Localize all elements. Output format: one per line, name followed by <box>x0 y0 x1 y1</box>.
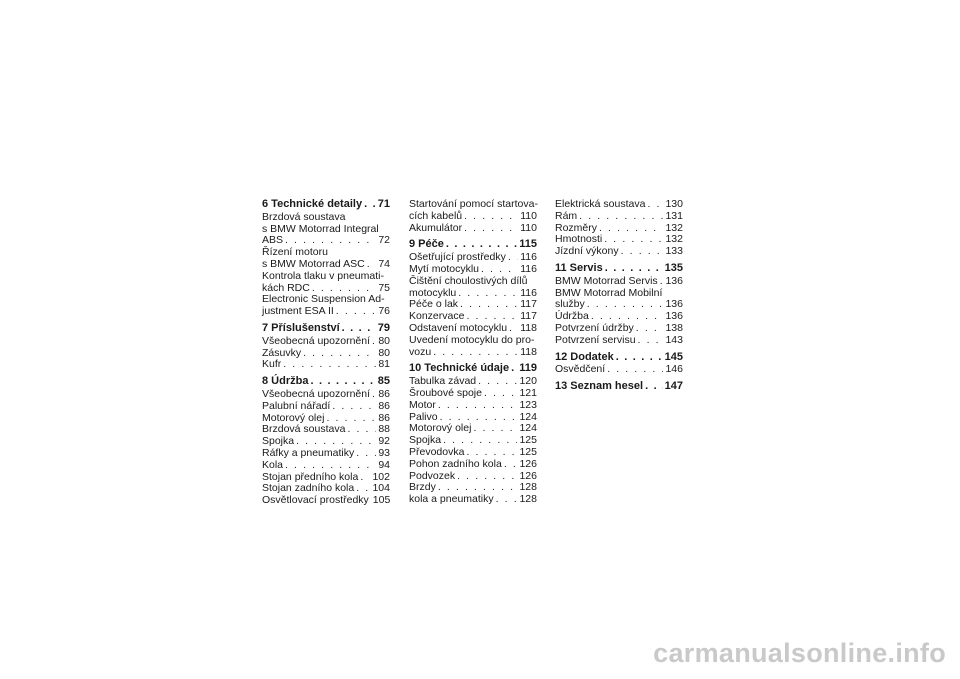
watermark: carmanualsonline.info <box>653 638 946 668</box>
toc-entry-title: Osvědčení <box>555 363 606 376</box>
toc-page-number: 124 <box>519 422 537 435</box>
toc-page-number: 146 <box>665 363 683 376</box>
toc-dot-leader <box>508 252 518 264</box>
toc-dot-leader <box>347 424 376 436</box>
toc-entry[interactable] <box>555 276 683 288</box>
toc-dot-leader <box>336 306 377 318</box>
toc-section-heading[interactable] <box>555 352 683 364</box>
toc-page-number: 86 <box>378 411 390 424</box>
toc-entry-title: BMW Motorrad Servis <box>555 274 658 287</box>
toc-entry[interactable] <box>409 400 537 412</box>
toc-entry-title: 8 Údržba <box>262 375 309 388</box>
toc-dot-leader <box>579 211 663 223</box>
toc-dot-leader <box>605 263 663 275</box>
toc-entry-title: Elektrická soustava <box>555 198 646 210</box>
toc-page-number: 94 <box>378 458 390 471</box>
toc-entry[interactable] <box>409 459 537 471</box>
toc-page-number: 147 <box>664 380 683 393</box>
toc-entry[interactable] <box>409 223 537 235</box>
toc-entry-title: Palivo <box>409 410 438 423</box>
toc-entry-row <box>262 376 390 388</box>
toc-page-number: 119 <box>519 362 537 375</box>
toc-dot-leader <box>332 401 376 413</box>
toc-column-2 <box>409 199 537 506</box>
toc-entry-row <box>409 494 537 506</box>
toc-page-number: 115 <box>519 238 537 251</box>
toc-entry-row <box>555 352 683 364</box>
toc-entry-line: Uvedení motocyklu do pro- <box>409 333 535 346</box>
toc-page-number: 79 <box>377 321 390 334</box>
toc-entry[interactable] <box>409 276 537 300</box>
toc-entry-title: vozu <box>409 345 432 358</box>
toc-entry[interactable] <box>409 335 537 359</box>
toc-page-number: 125 <box>519 434 537 447</box>
toc-entry-title: Potvrzení údržby <box>555 321 634 334</box>
toc-page-number: 126 <box>519 469 537 482</box>
toc-dot-leader <box>504 459 518 471</box>
toc-dot-leader <box>587 299 664 311</box>
toc-entry-title: 6 Technické detaily <box>262 198 363 210</box>
toc-entry-title: Všeobecná upozornění <box>262 387 370 400</box>
toc-entry[interactable] <box>409 447 537 459</box>
toc-page-number: 132 <box>665 221 683 234</box>
toc-page-number: 133 <box>665 245 683 258</box>
toc-page-number: 143 <box>665 333 683 346</box>
toc-entry[interactable] <box>262 348 390 360</box>
toc-entry-row <box>555 246 683 258</box>
toc-page-number: 121 <box>519 386 537 399</box>
toc-entry-row <box>262 359 390 371</box>
toc-page-number: 75 <box>378 281 390 294</box>
toc-entry-title: Motorový olej <box>262 411 325 424</box>
toc-entry-title: 9 Péče <box>409 238 444 251</box>
toc-entry-row <box>409 400 537 412</box>
toc-entry-title: 12 Dodatek <box>555 350 614 363</box>
toc-dot-leader <box>478 376 517 388</box>
toc-entry-title: kola a pneumatiky <box>409 493 494 506</box>
toc-entry-title: ABS <box>262 234 284 247</box>
toc-dot-leader <box>433 347 518 359</box>
toc-entry-title: Brzdy <box>409 481 436 494</box>
toc-entry-title: Údržba <box>555 310 589 323</box>
toc-entry[interactable] <box>262 336 390 348</box>
toc-entry-title: Ošetřující prostředky <box>409 251 506 264</box>
toc-entry[interactable] <box>555 364 683 376</box>
toc-dot-leader <box>367 259 377 271</box>
toc-entry-title: Akumulátor <box>409 221 463 234</box>
toc-page-number: 130 <box>665 198 683 210</box>
toc-page-number: 125 <box>519 445 537 458</box>
toc-page-number: 81 <box>378 358 390 371</box>
toc-page-number: 105 <box>372 494 391 507</box>
toc-dot-leader <box>285 460 376 472</box>
toc-entry-title: Spojka <box>262 435 295 448</box>
toc-entry-title: Rám <box>555 209 578 222</box>
toc-entry-row <box>409 347 537 359</box>
toc-dot-leader <box>446 239 517 251</box>
toc-entry[interactable] <box>262 271 390 295</box>
toc-entry-line: Kontrola tlaku v pneumati- <box>262 269 384 282</box>
toc-entry-row <box>262 323 390 335</box>
toc-page-number: 117 <box>520 310 537 323</box>
toc-dot-leader <box>438 400 518 412</box>
toc-dot-leader <box>484 388 518 400</box>
toc-entry[interactable] <box>409 388 537 400</box>
toc-entry-title: Kufr <box>262 358 282 371</box>
toc-dot-leader <box>645 381 663 393</box>
toc-page-number: 116 <box>520 251 537 264</box>
toc-page-number: 80 <box>378 346 390 359</box>
toc-entry-title: Stojan předního kola <box>262 470 359 483</box>
toc-page-number: 74 <box>378 257 390 270</box>
toc-entry-line: s BMW Motorrad Integral <box>262 222 379 235</box>
toc-dot-leader <box>457 471 517 483</box>
toc-entry-row <box>262 389 390 401</box>
toc-dot-leader <box>599 223 663 235</box>
toc-entry-title: Hmotnosti <box>555 233 603 246</box>
toc-entry-row <box>409 388 537 400</box>
toc-entry-row <box>262 259 390 271</box>
toc-section-heading[interactable] <box>262 376 390 388</box>
toc-entry-title: Osvětlovací prostředky <box>262 494 369 507</box>
toc-dot-leader <box>647 199 663 211</box>
toc-entry[interactable] <box>409 199 537 223</box>
toc-entry[interactable] <box>262 247 390 271</box>
toc-page-number: 116 <box>520 262 537 275</box>
toc-entry-title: Motorový olej <box>409 422 472 435</box>
toc-entry[interactable] <box>409 494 537 506</box>
toc-entry-title: Spojka <box>409 434 442 447</box>
toc-column-1 <box>262 199 390 507</box>
toc-dot-leader <box>509 323 518 335</box>
toc-entry-title: s BMW Motorrad ASC <box>262 257 365 270</box>
toc-entry-row <box>555 276 683 288</box>
toc-section-heading[interactable] <box>555 263 683 275</box>
toc-page-number: 118 <box>520 345 537 358</box>
toc-dot-leader <box>464 223 518 235</box>
toc-entry-row <box>262 199 390 211</box>
toc-entry-row <box>262 495 390 507</box>
toc-entry-row <box>409 264 537 276</box>
toc-entry[interactable] <box>262 448 390 460</box>
toc-page-number: 145 <box>664 350 683 363</box>
toc-section-heading[interactable] <box>262 323 390 335</box>
toc-dot-leader <box>303 348 376 360</box>
toc-page-number: 118 <box>520 321 537 334</box>
toc-page-number: 76 <box>378 305 390 318</box>
toc-entry-row <box>409 459 537 471</box>
toc-dot-leader <box>283 359 376 371</box>
toc-page-number: 120 <box>519 375 537 388</box>
toc-entry-row <box>409 323 537 335</box>
toc-entry-row <box>555 263 683 275</box>
toc-page-number: 102 <box>372 470 390 483</box>
toc-entry-line: Electronic Suspension Ad- <box>262 293 385 306</box>
toc-entry-row <box>409 447 537 459</box>
toc-dot-leader <box>621 246 664 258</box>
toc-entry[interactable] <box>555 323 683 335</box>
toc-entry-line: Startování pomocí startova- <box>409 198 538 210</box>
toc-entry-row <box>409 363 537 375</box>
toc-entry[interactable] <box>262 460 390 472</box>
toc-entry-title: Jízdní výkony <box>555 245 619 258</box>
toc-entry-title: 13 Seznam hesel <box>555 380 644 393</box>
toc-entry-title: 7 Příslušenství <box>262 321 340 334</box>
toc-entry-row <box>555 381 683 393</box>
toc-entry-title: Tabulka závad <box>409 375 477 388</box>
toc-section-heading[interactable] <box>555 381 683 393</box>
toc-entry-row <box>262 306 390 318</box>
toc-entry-title: justment ESA II <box>262 305 334 318</box>
toc-entry-row <box>409 211 537 223</box>
toc-dot-leader <box>496 494 518 506</box>
toc-entry-row <box>262 348 390 360</box>
toc-entry-row <box>262 401 390 413</box>
toc-page-number: 136 <box>665 310 683 323</box>
toc-page-number: 136 <box>665 274 683 287</box>
toc-entry-line: Čištění choulostivých dílů <box>409 274 528 287</box>
toc-entry-title: Mytí motocyklu <box>409 262 480 275</box>
toc-page-number: 80 <box>378 334 390 347</box>
toc-page-number: 93 <box>378 446 390 459</box>
toc-page-number: 71 <box>377 198 390 210</box>
toc-entry-title: Brzdová soustava <box>262 423 346 436</box>
toc-entry[interactable] <box>409 323 537 335</box>
toc-dot-leader <box>460 299 518 311</box>
toc-dot-leader <box>511 363 517 375</box>
toc-entry[interactable] <box>555 246 683 258</box>
toc-entry[interactable] <box>262 401 390 413</box>
toc-entry-title: kách RDC <box>262 281 310 294</box>
toc-dot-leader <box>356 448 376 460</box>
toc-dot-leader <box>636 323 664 335</box>
toc-page-number: 110 <box>520 209 537 222</box>
toc-entry-title: 10 Technické údaje <box>409 362 510 375</box>
toc-entry[interactable] <box>555 335 683 347</box>
toc-page-number: 128 <box>519 493 537 506</box>
toc-dot-leader <box>372 336 376 348</box>
toc-page-number: 86 <box>378 399 390 412</box>
toc-page-number: 110 <box>520 221 537 234</box>
toc-entry-title: Potvrzení servisu <box>555 333 636 346</box>
toc-entry-title: Odstavení motocyklu <box>409 321 508 334</box>
toc-dot-leader <box>660 276 664 288</box>
toc-entry-title: Ráfky a pneumatiky <box>262 446 355 459</box>
toc-entry-title: 11 Servis <box>555 261 603 274</box>
toc-page-number: 132 <box>665 233 683 246</box>
toc-dot-leader <box>466 447 517 459</box>
toc-entry-title: Kola <box>262 458 284 471</box>
toc-entry-title: Všeobecná upozornění <box>262 334 370 347</box>
toc-dot-leader <box>310 376 375 388</box>
toc-entry-row <box>555 323 683 335</box>
toc-entry[interactable] <box>262 389 390 401</box>
toc-entry-title: Palubní nářadí <box>262 399 331 412</box>
toc-dot-leader <box>372 389 376 401</box>
toc-dot-leader <box>464 211 518 223</box>
toc-entry-row <box>409 223 537 235</box>
toc-entry-line: BMW Motorrad Mobilní <box>555 286 663 299</box>
toc-entry-title: Převodovka <box>409 445 465 458</box>
toc-entry[interactable] <box>262 294 390 318</box>
toc-page-number: 85 <box>377 375 390 388</box>
toc-page-number: 138 <box>665 321 683 334</box>
toc-entry-row <box>555 364 683 376</box>
toc-page-number: 135 <box>664 261 683 274</box>
toc-entry[interactable] <box>262 212 390 247</box>
toc-entry-line: Řízení motoru <box>262 246 328 259</box>
toc-entry-row <box>262 448 390 460</box>
toc-entry-title: motocyklu <box>409 286 457 299</box>
toc-entry[interactable] <box>555 288 683 312</box>
toc-entry-row <box>555 211 683 223</box>
toc-page-number: 88 <box>378 423 390 436</box>
toc-entry-title: cích kabelů <box>409 209 463 222</box>
toc-dot-leader <box>638 335 664 347</box>
toc-dot-leader <box>481 264 518 276</box>
toc-page-number: 126 <box>519 457 537 470</box>
toc-page-number: 136 <box>665 298 683 311</box>
toc-entry[interactable] <box>555 211 683 223</box>
toc-entry-row <box>409 239 537 251</box>
toc-column-3 <box>555 199 683 394</box>
toc-page-number: 124 <box>519 410 537 423</box>
toc-entry-title: Podvozek <box>409 469 456 482</box>
toc-entry[interactable] <box>262 359 390 371</box>
toc-entry-title: Stojan zadního kola <box>262 482 355 495</box>
toc-entry-row <box>555 335 683 347</box>
toc-entry-title: Rozměry <box>555 221 598 234</box>
toc-entry[interactable] <box>262 495 390 507</box>
toc-page-number: 116 <box>520 286 537 299</box>
toc-entry-title: Konzervace <box>409 310 465 323</box>
toc-section-heading[interactable] <box>409 239 537 251</box>
toc-dot-leader <box>342 323 376 335</box>
toc-entry-line: Brzdová soustava <box>262 210 346 223</box>
toc-entry-title: Zásuvky <box>262 346 302 359</box>
toc-entry-title: Motor <box>409 398 436 411</box>
toc-entry-title: Šroubové spoje <box>409 386 482 399</box>
toc-dot-leader <box>473 423 517 435</box>
toc-entry-title: Péče o lak <box>409 298 459 311</box>
toc-section-heading[interactable] <box>262 199 390 211</box>
toc-dot-leader <box>458 288 518 300</box>
toc-dot-leader <box>607 364 663 376</box>
toc-entry[interactable] <box>409 264 537 276</box>
toc-dot-leader <box>616 352 663 364</box>
toc-page-number: 72 <box>378 234 390 247</box>
toc-dot-leader <box>364 199 376 211</box>
toc-section-heading[interactable] <box>409 363 537 375</box>
toc-page-number: 131 <box>665 209 683 222</box>
toc-page-number: 117 <box>520 298 537 311</box>
toc-entry-title: Pohon zadního kola <box>409 457 502 470</box>
toc-entry-title: služby <box>555 298 585 311</box>
toc-page-number: 86 <box>378 387 390 400</box>
toc-page-number: 104 <box>372 482 390 495</box>
toc-entry-row <box>262 460 390 472</box>
toc-dot-leader <box>360 472 370 484</box>
toc-page-number: 123 <box>519 398 537 411</box>
toc-page-number: 92 <box>378 435 390 448</box>
toc-page-number: 128 <box>519 481 537 494</box>
toc-entry-row <box>262 336 390 348</box>
